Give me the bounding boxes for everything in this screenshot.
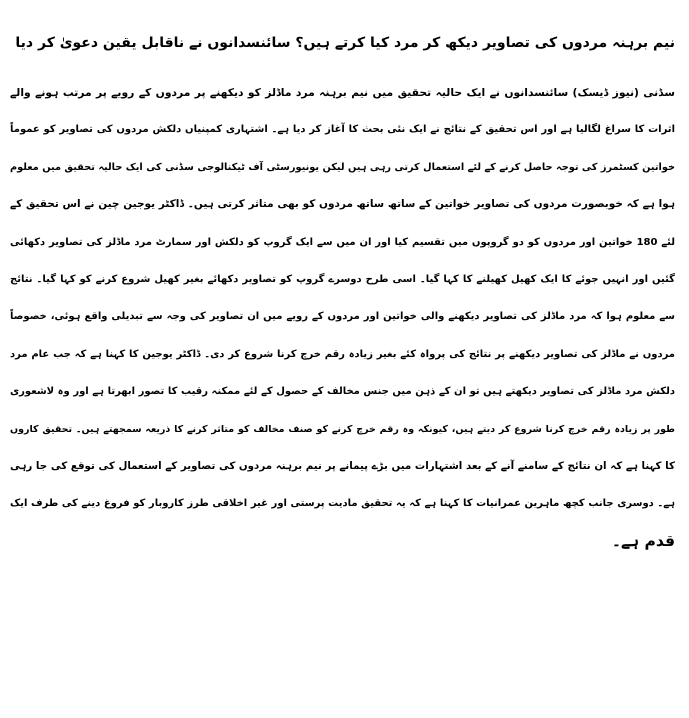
article-line: لئے 180 خواتین اور مردوں کو دو گروپوں میں تقسیم کیا اور ان میں سے ایک گروپ کو دلکش اور سمارٹ مرد ماڈلز کی تصاویر دکھائی	[10, 236, 675, 248]
article-line: گئیں اور انہیں جوئے کا ایک کھیل کھیلنے کا کہا گیا۔ اسی طرح دوسرے گروپ کو تصاویر دکھائے بغیر کھیل شروع کرنے کو کہا گیا۔ نتائج	[10, 273, 675, 285]
article-line: کا کہنا ہے کہ ان نتائج کے سامنے آنے کے بعد اشتہارات میں بڑے پیمانے پر نیم برہنہ مردوں کی تصاویر کے استعمال کی توقع کی جا رہی	[10, 459, 675, 472]
article-line: طور پر زیادہ رقم خرچ کرنا شروع کر دیتے ہیں، کیونکہ وہ رقم خرچ کرنے کو صنف مخالف کو متاثر کرنے کا ذریعہ سمجھتے ہیں۔ تحقیق کاروں	[10, 423, 675, 435]
article-line: مردوں نے ماڈلز کی تصاویر دیکھنے پر نتائج کی پرواہ کئے بغیر زیادہ رقم خرچ کرنا شروع کر دی۔ ڈاکٹر یوجین کا کہنا ہے کہ جب عام مرد	[10, 348, 675, 360]
article-headline: نیم برہنہ مردوں کی تصاویر دیکھ کر مرد کیا کرتے ہیں؟ سائنسدانوں نے ناقابل یقین دعویٰ کر دیا	[15, 35, 675, 51]
article-line: خواتین کسٹمرز کی توجہ حاصل کرنے کے لئے استعمال کرتی رہی ہیں لیکن یونیورسٹی آف ٹیکنالوجی سڈنی کی ایک حالیہ تحقیق میں معلوم	[10, 161, 675, 173]
article-line: قدم ہے۔	[611, 531, 675, 550]
article-line: اثرات کا سراغ لگالیا ہے اور اس تحقیق کے نتائج نے ایک نئی بحث کا آغاز کر دیا ہے۔ اشتہاری کمپنیاں دلکش مردوں کی تصاویر کو عموماً	[10, 124, 675, 136]
article-line: ہوا ہے کہ خوبصورت مردوں کی تصاویر خواتین کے ساتھ ساتھ مردوں کو بھی متاثر کرتی ہیں۔ ڈاکٹر یوجین چین نے اس تحقیق کے	[10, 198, 675, 211]
article-line: سے معلوم ہوا کہ مرد ماڈلز کی تصاویر دیکھنے والی خواتین اور مردوں کے رویے میں ان تصاویر کی وجہ سے تبدیلی واقع ہوئی، خصوصاً	[10, 311, 675, 323]
article-body	[10, 74, 675, 560]
article-line: سڈنی (نیوز ڈیسک) سائنسدانوں نے ایک حالیہ تحقیق میں نیم برہنہ مرد ماڈلز کو دیکھنے پر مردوں کے رویے پر مرتب ہونے والے	[10, 86, 675, 99]
article-line: دلکش مرد ماڈلز کی تصاویر دیکھتے ہیں تو ان کے ذہن میں جنس مخالف کے حصول کے لئے ممکنہ رقیب کا تصور ابھرتا ہے اور وہ لاشعوری	[10, 386, 675, 398]
article-line: ہے۔ دوسری جانب کچھ ماہرین عمرانیات کا کہنا ہے کہ یہ تحقیق مادیت پرستی اور غیر اخلاقی طرز کاروبار کو فروغ دینے کی طرف ایک	[10, 498, 675, 510]
